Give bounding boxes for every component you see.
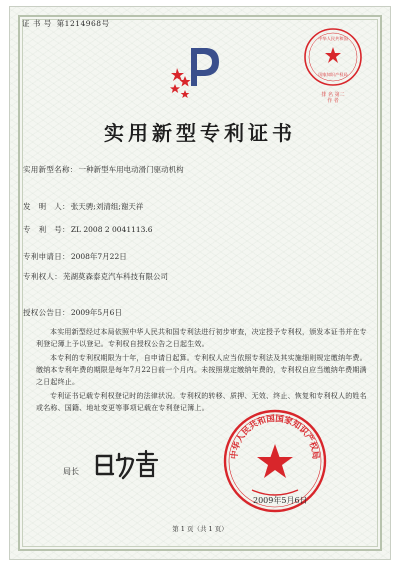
grant-paragraph: 本实用新型经过本局依照中华人民共和国专利法进行初步审查，决定授予专利权，颁发本证书并在专利登记簿上予以登记。专利权自授权公告之日起生效。 [36, 328, 367, 348]
inventor-value: 张天骋;刘清组;谢天祥 [70, 202, 144, 211]
utility-model-name-row [23, 164, 184, 175]
term-paragraph: 本专利的专利权期限为十年，自申请日起算。专利权人应当依照专利法及其实施细则规定缴纳年费。缴纳本专利年费的期限是每年7月22日前一个月内。未按照规定缴纳年费的，专利权自应当缴纳年费期满之日起终止。 [36, 354, 367, 386]
grant-date-value: 2009年5月6日 [70, 308, 122, 317]
certificate-number-value: 第1214968号 [56, 19, 110, 28]
patent-holder-label: 专利权人： [23, 272, 62, 281]
svg-text:中华人民共和国国家知识产权局: 中华人民共和国国家知识产权局 [229, 414, 321, 460]
director-signature-icon [93, 448, 163, 482]
issue-date-stamp: 2009年5月6日 [253, 496, 308, 505]
top-stamp-caption [314, 92, 352, 104]
filing-date-value: 2008年7月22日 [70, 252, 127, 261]
certificate-number-label: 证 书 号 [22, 19, 52, 28]
svg-text:国家知识产权局: 国家知识产权局 [318, 72, 348, 77]
grant-date-label: 授权公告日： [23, 308, 70, 317]
utility-model-name-value: 一种新型车用电动滑门驱动机构 [78, 165, 184, 174]
stamp-line-1: 排 名 第二 [321, 92, 345, 98]
sipo-logo-icon [167, 42, 225, 102]
page-number: 第 1 页（共 1 页） [172, 525, 228, 533]
patent-number-row [23, 224, 153, 235]
stamp-line-2: 作 者 [327, 98, 339, 104]
filing-date-label: 专利申请日： [23, 252, 70, 261]
director-label: 局长 [63, 467, 79, 476]
inventor-label: 发 明 人： [23, 202, 70, 211]
patent-holder-row [23, 271, 168, 282]
svg-text:中华人民共和国: 中华人民共和国 [318, 36, 348, 41]
patent-holder-value: 芜湖莫森泰克汽车科技有限公司 [63, 272, 168, 281]
certificate-title: 实用新型专利证书 [104, 121, 296, 145]
utility-model-name-label: 实用新型名称： [23, 165, 78, 174]
grant-date-row [23, 307, 122, 318]
patent-office-stamp-icon [302, 26, 364, 88]
certificate-number [22, 18, 110, 29]
inventor-row [23, 201, 143, 212]
legal-status-paragraph: 专利证书记载专利权登记时的法律状况。专利权的转移、质押、无效、终止、恢复和专利权人的姓名或名称、国籍、地址变更等事项记载在专利登记簿上。 [36, 392, 367, 412]
filing-date-row [23, 251, 127, 262]
patent-number-value: ZL 2008 2 0041113.6 [70, 225, 153, 234]
patent-number-label: 专 利 号： [23, 225, 70, 234]
